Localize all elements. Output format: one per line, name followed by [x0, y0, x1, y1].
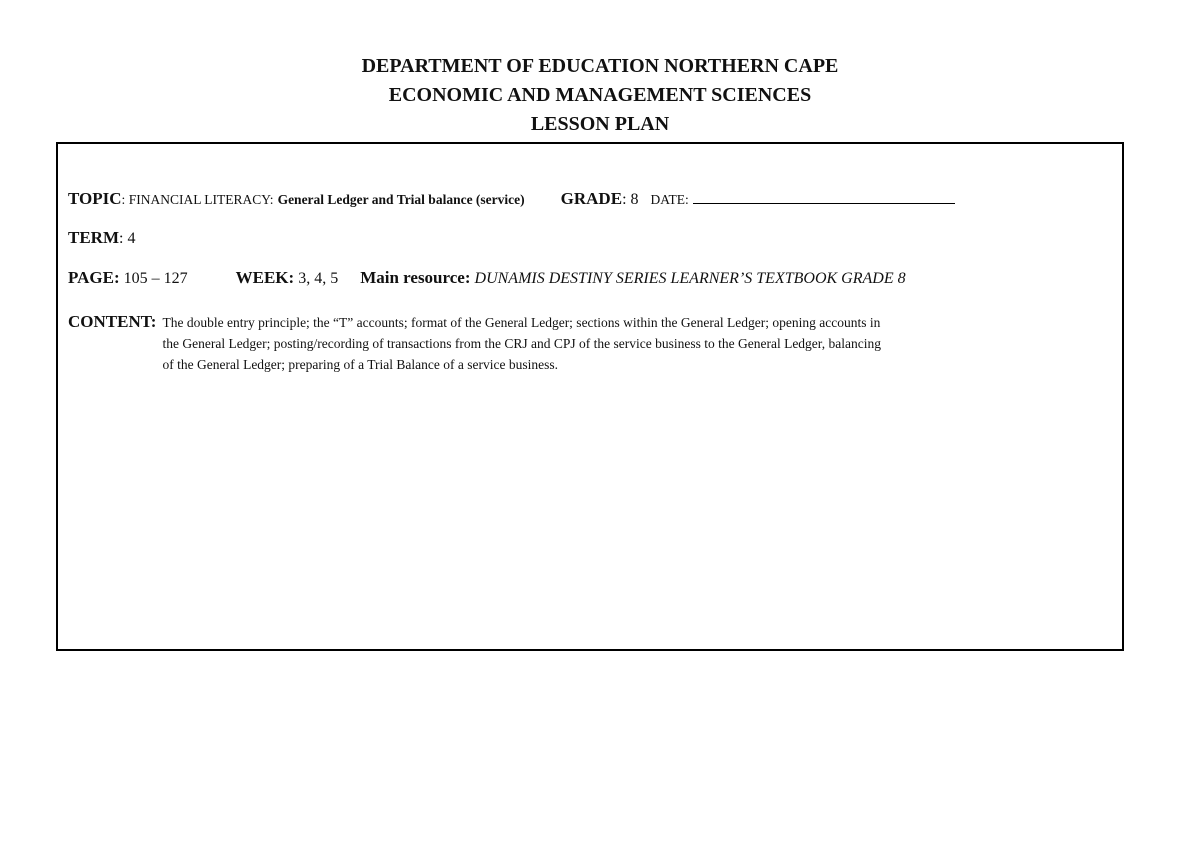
content-text: [162, 312, 1108, 375]
page-value: 105 – 127: [123, 270, 188, 287]
content-line: of the General Ledger; preparing of a Trial Balance of a service business.: [162, 357, 558, 372]
content-row: [68, 312, 1108, 375]
topic-prefix: FINANCIAL LITERACY:: [128, 192, 274, 207]
term-row: TERM: 4: [68, 228, 136, 247]
document-header: [0, 52, 1200, 139]
week-label: WEEK:: [235, 268, 295, 287]
lesson-plan-box: [56, 142, 1124, 651]
subject-title: ECONOMIC AND MANAGEMENT SCIENCES: [388, 84, 812, 106]
resource-value: DUNAMIS DESTINY SERIES LEARNER’S TEXTBOOK GRADE 8: [474, 270, 906, 287]
department-title: DEPARTMENT OF EDUCATION NORTHERN CAPE: [361, 55, 839, 77]
date-label: DATE:: [650, 192, 689, 207]
week-value: 3, 4, 5: [298, 270, 339, 287]
content-line: The double entry principle; the “T” accounts; format of the General Ledger; sections within the General Ledger; opening accounts in: [162, 315, 881, 330]
document-title: LESSON PLAN: [530, 113, 670, 135]
term-value: 4: [127, 230, 136, 247]
term-label: TERM: [68, 228, 119, 247]
topic-label: TOPIC: [68, 189, 122, 208]
grade-label: GRADE: [560, 189, 623, 208]
resource-label: Main resource:: [360, 268, 471, 287]
content-label: CONTENT:: [68, 312, 157, 331]
page-label: PAGE:: [68, 268, 120, 287]
topic-row: TOPIC: FINANCIAL LITERACY: General Ledger and Trial balance (service) GRADE: 8 DATE:: [68, 189, 955, 209]
content-line: the General Ledger; posting/recording of transactions from the CRJ and CPJ of the service business to the General Ledger, balancing: [162, 336, 881, 351]
date-field: [693, 189, 955, 204]
grade-value: 8: [630, 191, 639, 208]
page-row: [68, 268, 906, 288]
topic-title: General Ledger and Trial balance (service): [277, 192, 525, 207]
